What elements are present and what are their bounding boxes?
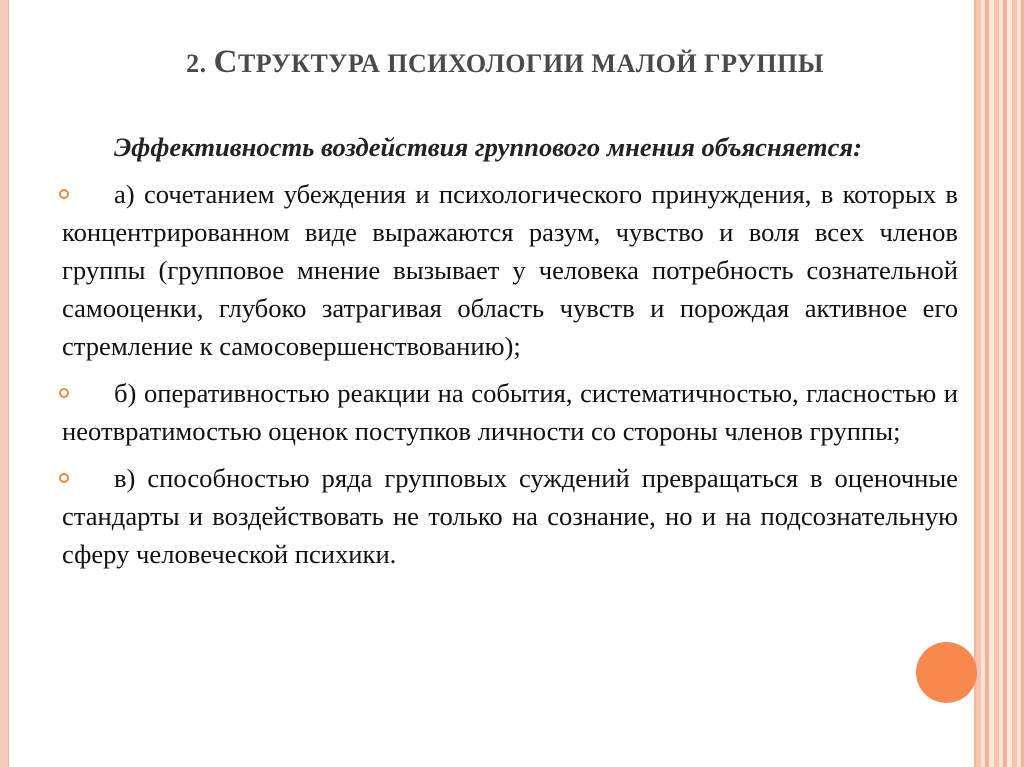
ring-bullet-icon (59, 473, 69, 483)
bullet-item-b (62, 374, 958, 450)
right-frame-stripes (976, 0, 1024, 767)
title-number: 2. (186, 49, 214, 78)
bullet-item-c (62, 459, 958, 573)
bullet-text-b: б) оперативностью реакции на события, систематичностью, гласностью и неотвратимостью оценок поступков личности со стороны членов группы; (62, 378, 958, 446)
ring-bullet-icon (59, 189, 69, 199)
ring-bullet-icon (59, 388, 69, 398)
bullet-text-a: а) сочетанием убеждения и психологического принуждения, в которых в концентрированном виде выражаются разум, чувство и воля всех членов группы (групповое мнение вызывает у человека потребность сознательной самооценки, глубоко затрагивая область чувств и порождая активное его стремление к самосовершенствованию); (62, 179, 958, 361)
orange-circle-decoration (916, 642, 977, 703)
left-frame-stripe (0, 0, 9, 767)
page-title (0, 44, 1010, 81)
content-body (62, 128, 958, 582)
intro-paragraph: Эффективность воздействия группового мнения объясняется: (114, 132, 862, 162)
bullet-item-a (62, 175, 958, 365)
title-text: ТРУКТУРА ПСИХОЛОГИИ МАЛОЙ ГРУППЫ (237, 49, 824, 78)
bullet-text-c: в) способностью ряда групповых суждений превращаться в оценочные стандарты и воздействовать не только на сознание, но и на подсознательную сферу человеческой психики. (62, 463, 958, 569)
title-initial: С (213, 44, 238, 80)
